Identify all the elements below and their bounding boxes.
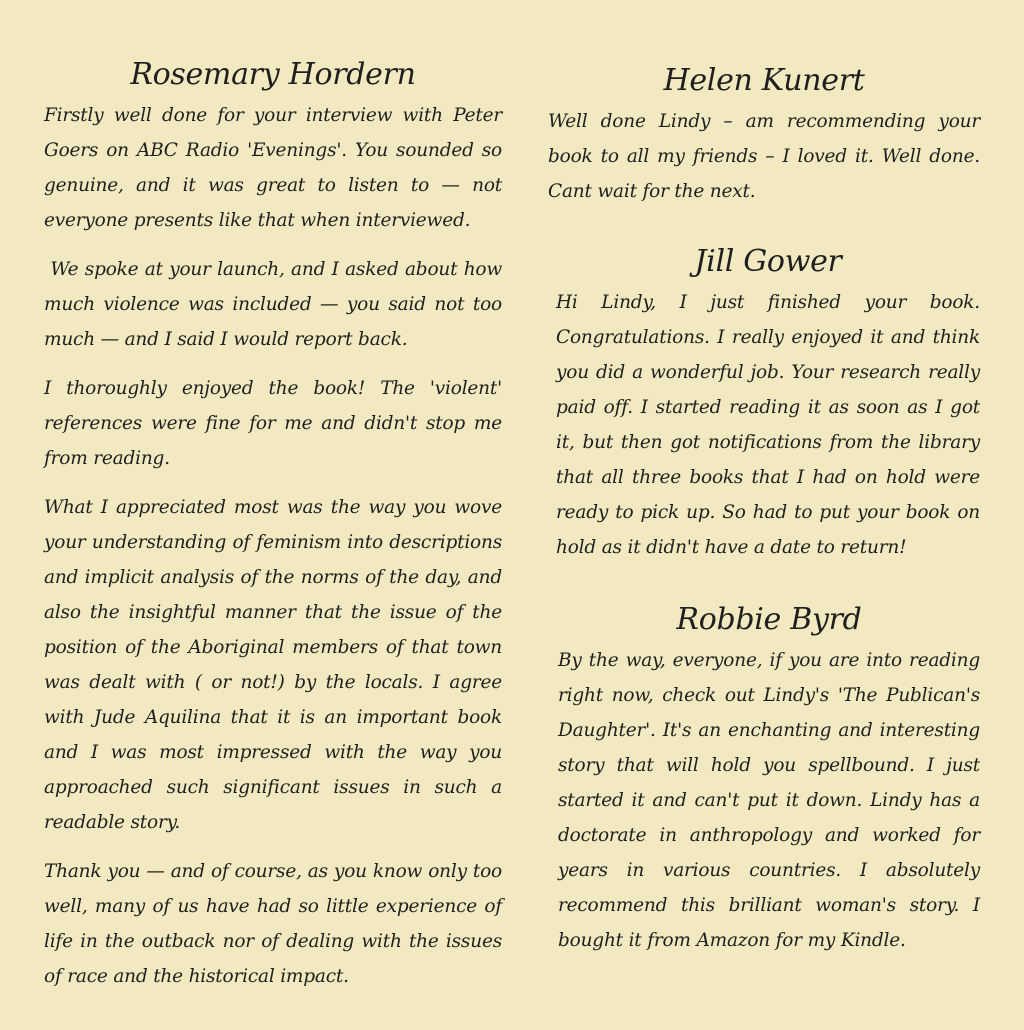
reviewer-name: Rosemary Hordern xyxy=(130,57,416,92)
review-paragraph: What I appreciated most was the way you wove your understanding of feminism into descriptions and implicit analysis of the norms of the day, and also the insightful manner that the issue of the position of the Aboriginal members of that town was dealt with ( or not!) by the locals. I agree with Jude Aquilina that it is an important book and I was most impressed with the way you approached such significant issues in such a readable story. xyxy=(44,497,502,833)
review-paragraph: Well done Lindy – am recommending your book to all my friends – I loved it. Well done. Cant wait for the next. xyxy=(548,111,980,202)
review-rosemary-hordern xyxy=(44,57,508,994)
review-jill-gower xyxy=(556,245,980,565)
review-paragraph: Hi Lindy, I just finished your book. Congratulations. I really enjoyed it and think you did a wonderful job. Your research really paid off. I started reading it as soon as I got it, but then got notifications from the library that all three books that I had on hold were ready to pick up. So had to put your book on hold as it didn't have a date to return! xyxy=(556,292,980,558)
review-paragraph: Thank you — and of course, as you know only too well, many of us have had so little experience of life in the outback nor of dealing with the issues of race and the historical impact. xyxy=(44,861,502,987)
review-helen-kunert xyxy=(548,64,980,209)
review-paragraph: I thoroughly enjoyed the book! The 'violent' references were fine for me and didn't stop me from reading. xyxy=(44,378,502,469)
reviewer-name: Helen Kunert xyxy=(663,63,865,98)
review-paragraph: By the way, everyone, if you are into reading right now, check out Lindy's 'The Publican's Daughter'. It's an enchanting and interesting story that will hold you spellbound. I just started it and can't put it down. Lindy has a doctorate in anthropology and worked for years in various countries. I absolutely recommend this brilliant woman's story. I bought it from Amazon for my Kindle. xyxy=(558,650,980,951)
review-paragraph: Firstly well done for your interview with Peter Goers on ABC Radio 'Evenings'. You sounded so genuine, and it was great to listen to — not everyone presents like that when interviewed. xyxy=(44,105,502,231)
review-paragraph: We spoke at your launch, and I asked about how much violence was included — you said not too much — and I said I would report back. xyxy=(44,259,508,350)
reviewer-name: Jill Gower xyxy=(694,244,842,279)
review-robbie-byrd xyxy=(558,603,980,958)
right-column xyxy=(548,64,980,994)
left-column xyxy=(44,57,508,1030)
reviewer-name: Robbie Byrd xyxy=(676,602,862,637)
